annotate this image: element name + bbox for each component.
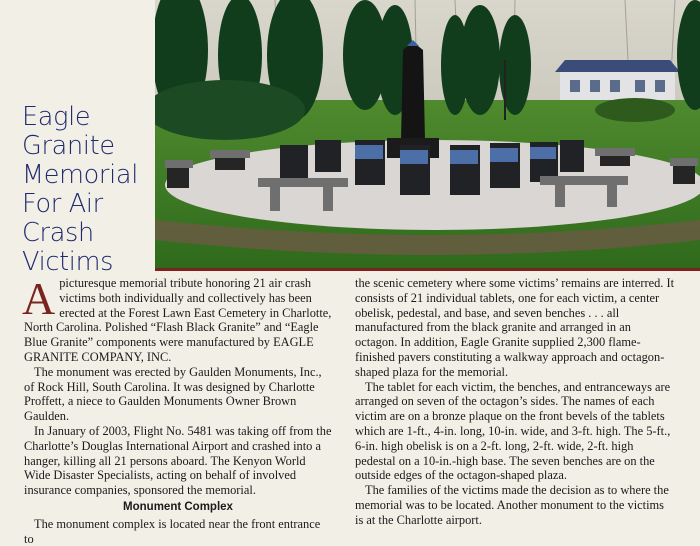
lead-text: picturesque memorial tribute honoring 21 air crash victims both individually and collectively has been erected at the Forest Lawn East Cemetery in Charlotte, North Carolina. Polished “Flash Black Granite” and “Eagle Blue Granite” components were manufactured by EAGLE GRANITE COMPANY, INC. xyxy=(24,276,332,364)
article-headline xyxy=(22,103,152,277)
lead-paragraph xyxy=(22,273,332,365)
headline-line: Crash xyxy=(22,218,94,248)
paragraph: the scenic cemetery where some victims’ remains are interred. It consists of 21 individual tablets, one for each victim, a center obelisk, pedestal, and base, and seven benches . . . all manufactured from the black granite and arranged in an octagon. In addition, Eagle Granite supplied 2,300 flame-finished pavers constituting a walkway approach and octagon-shaped plaza for the memorial. xyxy=(355,276,675,379)
paragraph: The monument complex is located near the front entrance to xyxy=(24,516,321,546)
paragraph: The tablet for each victim, the benches, and entranceways are arranged on seven of the octagon’s sides. The names of each victim are on a bronze plaque on the front bevels of the tablets which are 1-ft., 4-in. long, 10-in. wide, and 3-ft. high. The 5-ft., 6-in. high obelisk is on a 2-ft. long, 2-ft. wide, 2-ft. high pedestal on a 10-in.-high base. The seven benches are on the outside edges of the octagon-shaped plaza. xyxy=(355,379,671,483)
drop-cap: A xyxy=(22,273,56,324)
article-column-2 xyxy=(355,276,675,528)
headline-line: Granite xyxy=(22,131,115,161)
headline-line: Victims xyxy=(22,247,114,277)
article-column-1 xyxy=(22,273,332,546)
headline-line: Eagle xyxy=(22,102,91,132)
paragraph: The monument was erected by Gaulden Monuments, Inc., of Rock Hill, South Carolina. It was designed by Charlotte Proffett, a niece to Gaulden Monuments Owner Brown Gaulden. xyxy=(24,364,322,424)
section-subhead: Monument Complex xyxy=(123,500,233,513)
memorial-photo xyxy=(155,0,700,271)
headline-line: Memorial xyxy=(22,160,139,190)
paragraph: The families of the victims made the decision as to where the memorial was to be located. Another monument to the victims is at the Charlotte airport. xyxy=(355,483,669,527)
headline-line: For Air xyxy=(22,189,103,219)
paragraph: In January of 2003, Flight No. 5481 was taking off from the Charlotte’s Douglas International Airport and crashed into a hanger, killing all 21 persons aboard. The Kenyon World Wide Disaster Specialists, acting on behalf of involved insurance companies, sponsored the memorial. xyxy=(24,423,332,498)
